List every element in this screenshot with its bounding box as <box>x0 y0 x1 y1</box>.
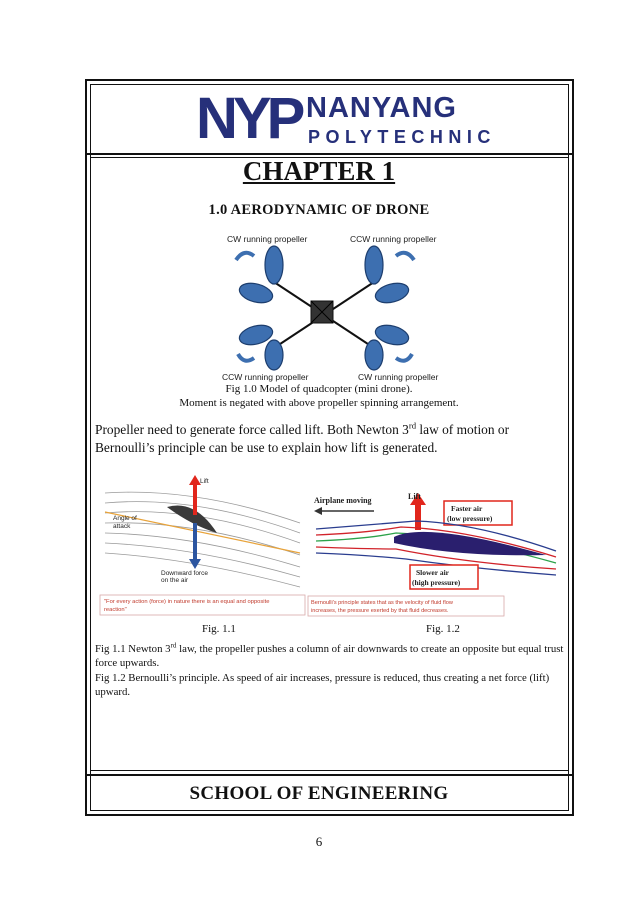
label-top-left: CW running propeller <box>227 234 308 244</box>
fig12-faster1: Faster air <box>451 504 483 513</box>
bernoulli-principle-figure <box>306 485 564 619</box>
nyp-logo <box>196 86 496 151</box>
label-top-right: CCW running propeller <box>350 234 437 244</box>
footer-school: SCHOOL OF ENGINEERING <box>189 783 449 804</box>
para-sup: rd <box>408 420 417 431</box>
para-part1: Propeller need to generate force called lift. Both Newton 3 <box>95 422 409 437</box>
fig11-quote2: reaction" <box>104 607 127 613</box>
fig12-note1: Bernoulli's principle states that as the velocity of fluid flow <box>311 600 453 606</box>
fig11-label: Fig. 1.1 <box>202 623 236 635</box>
fig10-caption-line2: Moment is negated with above propeller spinning arrangement. <box>179 397 459 409</box>
quadcopter-figure <box>214 230 439 385</box>
note-fig12: Fig 1.2 Bernoulli’s principle. As speed of air increases, pressure is reduced, thus creating a net force (lift) upward. <box>95 672 550 698</box>
fig11-down2: on the air <box>161 577 189 584</box>
logo-name-bottom: POLYTECHNIC <box>308 127 496 147</box>
logo-letters: NYP <box>196 86 301 151</box>
fig12-note2: increases, the pressure exerted by that fluid decreases. <box>311 608 449 614</box>
section-heading: 1.0 AERODYNAMIC OF DRONE <box>208 202 430 218</box>
note-fig11-part1: Fig 1.1 Newton 3 <box>95 643 171 655</box>
para-part2: law of motion or Bernoulli’s principle can be use to explain how lift is generated. <box>95 422 510 455</box>
fig11-angle1: Angle of <box>113 515 137 522</box>
propeller-top-right <box>365 246 411 306</box>
fig11-lift-label: Lift <box>200 478 209 485</box>
fig12-lift: Lift <box>408 492 421 501</box>
fig10-caption-line1: Fig 1.0 Model of quadcopter (mini drone). <box>225 383 413 395</box>
chapter-title: CHAPTER 1 <box>242 156 396 186</box>
newton-third-law-figure <box>95 475 310 620</box>
fig12-slower2: (high pressure) <box>412 578 461 587</box>
fig12-slower1: Slower air <box>416 568 449 577</box>
intro-paragraph <box>95 421 565 457</box>
logo-name-top: NANYANG <box>306 92 457 124</box>
label-bottom-left: CCW running propeller <box>222 372 309 382</box>
fig12-label: Fig. 1.2 <box>426 623 460 635</box>
fig11-angle2: attack <box>113 523 131 530</box>
fig10-caption <box>0 382 638 410</box>
header-divider-outer <box>85 153 574 155</box>
figure-notes <box>95 642 565 700</box>
fig11-down1: Downward force <box>161 570 208 577</box>
footer-divider-inner <box>90 770 569 771</box>
fig11-quote1: "For every action (force) in nature there is an equal and opposite <box>104 599 270 605</box>
propeller-bottom-right <box>365 322 411 370</box>
label-bottom-right: CW running propeller <box>358 372 439 382</box>
note-fig11-part2: law, the propeller pushes a column of air downwards to create an opposite but equal trust force upwards. <box>95 643 564 669</box>
fig12-faster2: (low pressure) <box>447 514 493 523</box>
footer-divider-outer <box>85 774 574 776</box>
note-fig11 <box>95 642 565 670</box>
fig12-moving: Airplane moving <box>314 496 372 505</box>
page-number: 6 <box>315 834 323 849</box>
note-fig11-sup: rd <box>170 641 177 650</box>
propeller-bottom-left <box>237 322 283 370</box>
